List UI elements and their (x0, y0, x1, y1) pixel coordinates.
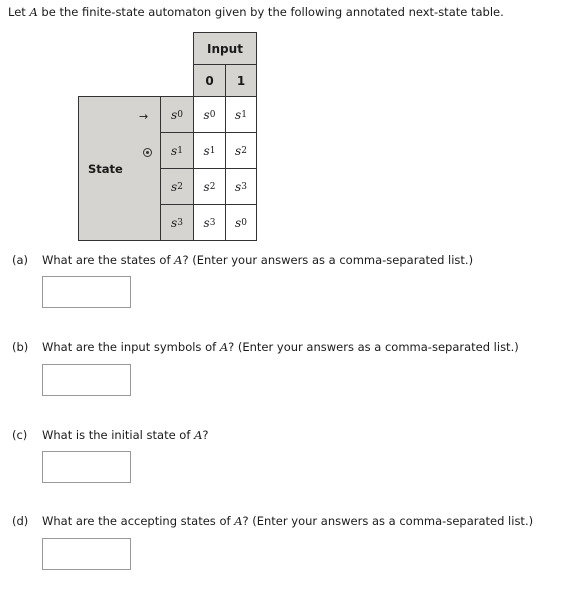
next-state-s1-0: s 1 (193, 132, 226, 169)
question-c: (c) What is the initial state of A? (12, 428, 209, 442)
question-d: (d) What are the accepting states of A? (Enter your answers as a comma-separated list.) (12, 514, 534, 528)
next-state-s0-0: s 0 (193, 96, 226, 133)
answer-a-input[interactable] (42, 276, 131, 308)
accepting-state-circle-icon (143, 148, 152, 157)
next-state-s1-1: s 2 (225, 132, 257, 169)
state-s1-cell: s 1 (160, 132, 194, 169)
question-a: (a) What are the states of A? (Enter your answers as a comma-separated list.) (12, 253, 474, 267)
next-state-s0-1: s 1 (225, 96, 257, 133)
state-s3-cell: s 3 (160, 204, 194, 241)
input-header: Input (193, 32, 257, 65)
answer-c-input[interactable] (42, 451, 131, 483)
input-1-header: 1 (225, 64, 257, 97)
next-state-s3-0: s 3 (193, 204, 226, 241)
answer-d-input[interactable] (42, 538, 131, 570)
initial-state-arrow-icon: → (139, 110, 149, 123)
answer-b-input[interactable] (42, 364, 131, 396)
state-s2-cell: s 2 (160, 168, 194, 205)
next-state-s3-1: s 0 (225, 204, 257, 241)
input-0-header: 0 (193, 64, 226, 97)
state-s0-cell: s 0 (160, 96, 194, 133)
question-b: (b) What are the input symbols of A? (Enter your answers as a comma-separated list.) (12, 340, 519, 354)
next-state-s2-0: s 2 (193, 168, 226, 205)
state-header: State (88, 162, 123, 176)
intro-text: Let A be the finite-state automaton given by the following annotated next-state table. (8, 5, 504, 19)
next-state-s2-1: s 3 (225, 168, 257, 205)
